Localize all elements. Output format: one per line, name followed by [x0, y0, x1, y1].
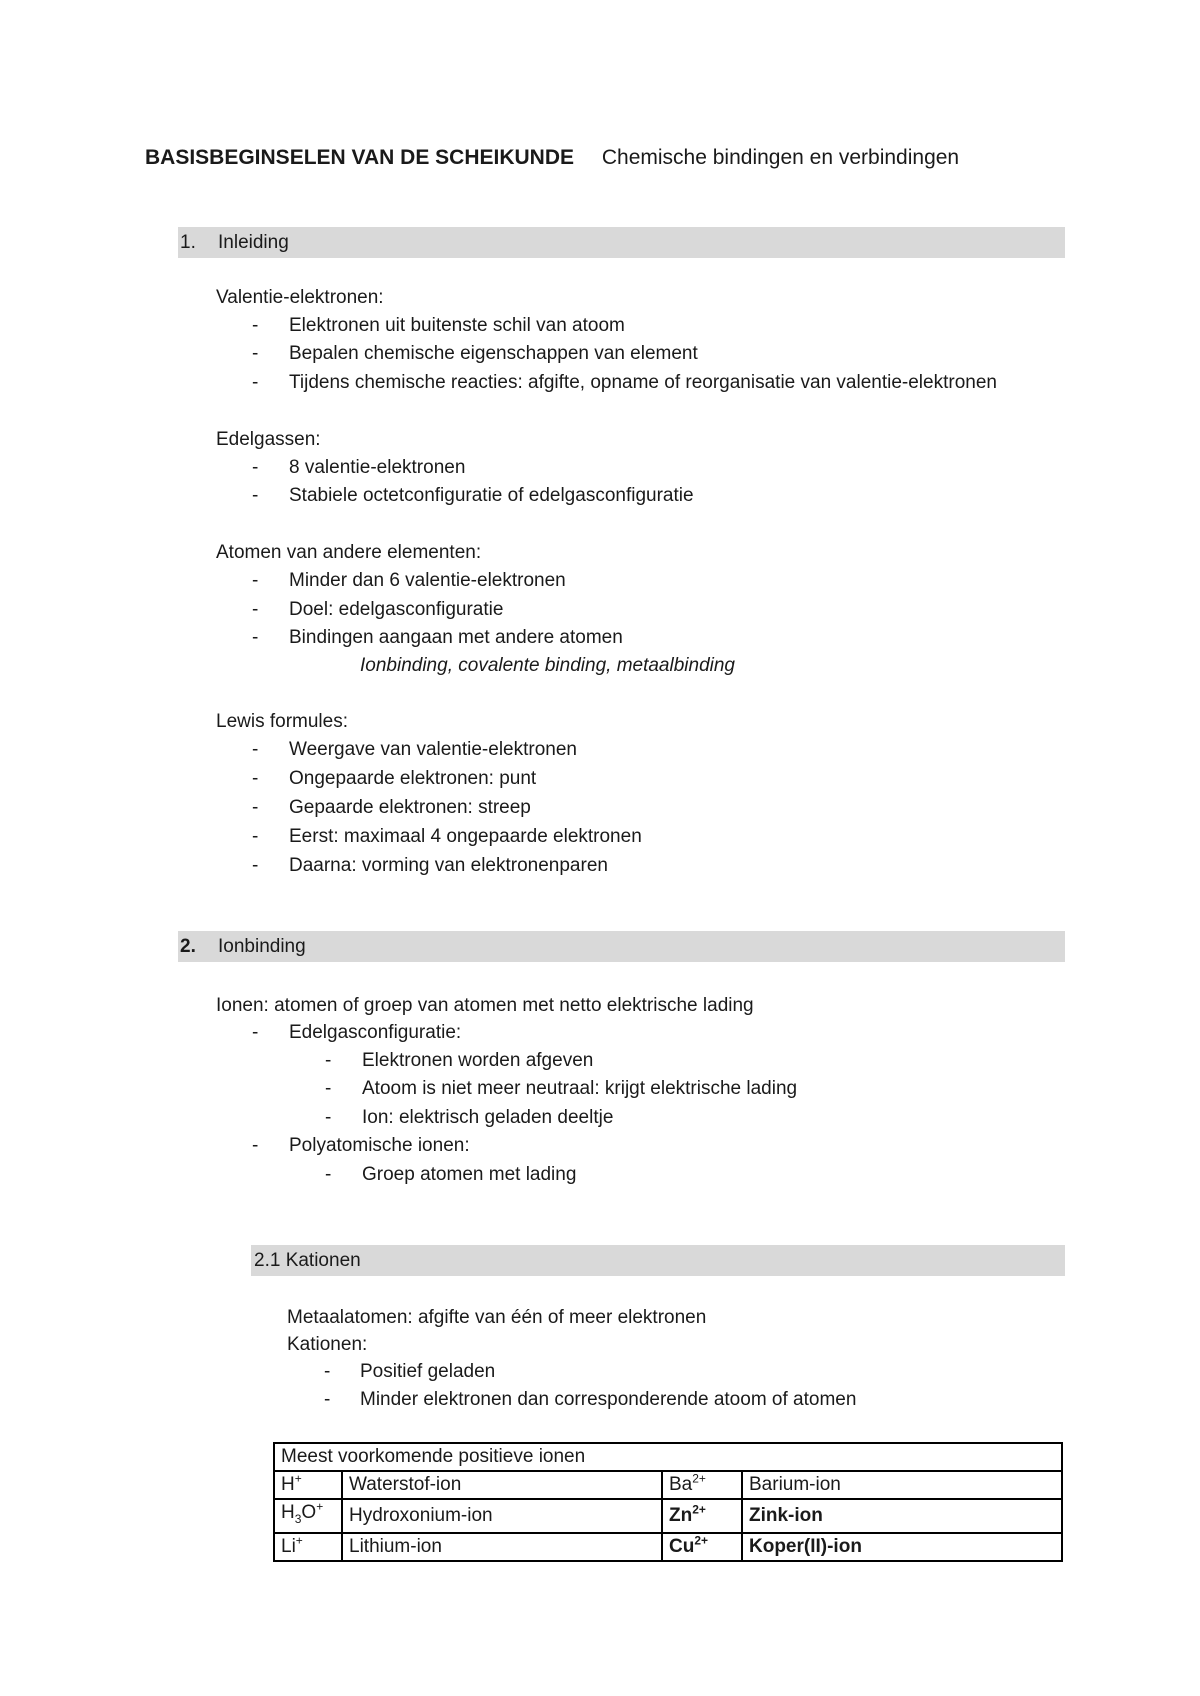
dash-bullet: - [325, 1164, 332, 1185]
dash-bullet: - [325, 1078, 332, 1099]
binding-types-note: Ionbinding, covalente binding, metaalbinding [360, 655, 735, 676]
table-row [274, 1533, 1062, 1561]
dash-bullet: - [252, 485, 259, 506]
ion-name: Zink-ion [742, 1499, 1062, 1533]
ion-name: Hydroxonium-ion [342, 1499, 662, 1533]
section-heading-inleiding [178, 227, 1065, 258]
ion-name: Koper(II)-ion [742, 1533, 1062, 1561]
table-row [274, 1471, 1062, 1499]
dash-bullet: - [252, 768, 259, 789]
sub-list-item: Elektronen worden afgeven [362, 1050, 594, 1071]
block-label: Lewis formules: [216, 711, 348, 732]
ion-symbol: $Cu^{2+}$ [662, 1533, 742, 1561]
dash-bullet: - [252, 372, 259, 393]
sub-list-item: Atoom is niet meer neutraal: krijgt elektrische lading [362, 1078, 798, 1099]
sub-list-item: Ion: elektrisch geladen deeltje [362, 1107, 614, 1128]
sub-list-item: Groep atomen met lading [362, 1164, 577, 1185]
positive-ions-table [273, 1442, 1063, 1562]
list-item: Daarna: vorming van elektronenparen [289, 855, 608, 876]
list-item: Elektronen uit buitenste schil van atoom [289, 315, 625, 336]
list-item: Ongepaarde elektronen: punt [289, 768, 537, 789]
table-caption-row [274, 1443, 1062, 1471]
ion-name: Lithium-ion [342, 1533, 662, 1561]
list-item: Polyatomische ionen: [289, 1135, 470, 1156]
list-item: Tijdens chemische reacties: afgifte, opname of reorganisatie van valentie-elektronen [289, 372, 997, 393]
section-number: 1. [180, 232, 196, 253]
dash-bullet: - [252, 1135, 259, 1156]
section-number: 2. [180, 936, 196, 957]
dash-bullet: - [252, 855, 259, 876]
dash-bullet: - [252, 1022, 259, 1043]
dash-bullet: - [252, 343, 259, 364]
document-title: BASISBEGINSELEN VAN DE SCHEIKUNDE [145, 146, 575, 169]
block-label: Atomen van andere elementen: [216, 542, 482, 563]
ion-symbol: Li+ [274, 1533, 342, 1561]
list-item: Bindingen aangaan met andere atomen [289, 627, 623, 648]
dash-bullet: - [252, 457, 259, 478]
dash-bullet: - [252, 570, 259, 591]
block-label: Valentie-elektronen: [216, 287, 384, 308]
ion-name: Barium-ion [742, 1471, 1062, 1499]
dash-bullet: - [252, 315, 259, 336]
block-label: Edelgassen: [216, 429, 321, 450]
list-item: 8 valentie-elektronen [289, 457, 466, 478]
list-item: Doel: edelgasconfiguratie [289, 599, 504, 620]
paragraph-line: Metaalatomen: afgifte van één of meer elektronen [287, 1307, 707, 1328]
dash-bullet: - [325, 1050, 332, 1071]
ion-symbol: $Ba^{2+}$ [662, 1471, 742, 1499]
list-item: Positief geladen [360, 1361, 496, 1382]
ion-symbol: H+ [274, 1471, 342, 1499]
list-item: Bepalen chemische eigenschappen van element [289, 343, 698, 364]
ion-symbol: $H_3O^+$ [274, 1499, 342, 1533]
ion-name: Waterstof-ion [342, 1471, 662, 1499]
dash-bullet: - [252, 599, 259, 620]
list-item: Weergave van valentie-elektronen [289, 739, 577, 760]
dash-bullet: - [252, 826, 259, 847]
paragraph-line: Kationen: [287, 1334, 368, 1355]
dash-bullet: - [324, 1389, 331, 1410]
list-item: Minder dan 6 valentie-elektronen [289, 570, 566, 591]
list-item: Edelgasconfiguratie: [289, 1022, 462, 1043]
list-item: Gepaarde elektronen: streep [289, 797, 531, 818]
ion-symbol: $Zn^{2+}$ [662, 1499, 742, 1533]
page-title [145, 146, 959, 170]
dash-bullet: - [324, 1361, 331, 1382]
list-item: Stabiele octetconfiguratie of edelgasconfiguratie [289, 485, 694, 506]
table-row [274, 1499, 1062, 1533]
list-item: Minder elektronen dan corresponderende atoom of atomen [360, 1389, 857, 1410]
table-caption: Meest voorkomende positieve ionen [274, 1443, 1062, 1471]
section-intro: Ionen: atomen of groep van atomen met netto elektrische lading [216, 995, 754, 1016]
section-heading-ionbinding [178, 931, 1065, 962]
dash-bullet: - [252, 797, 259, 818]
dash-bullet: - [252, 739, 259, 760]
list-item: Eerst: maximaal 4 ongepaarde elektronen [289, 826, 642, 847]
subsection-heading-kationen: 2.1 Kationen [251, 1245, 1065, 1276]
dash-bullet: - [252, 627, 259, 648]
section-title: Ionbinding [218, 936, 306, 957]
document-subtitle: Chemische bindingen en verbindingen [601, 146, 960, 169]
dash-bullet: - [325, 1107, 332, 1128]
section-title: Inleiding [218, 232, 289, 253]
